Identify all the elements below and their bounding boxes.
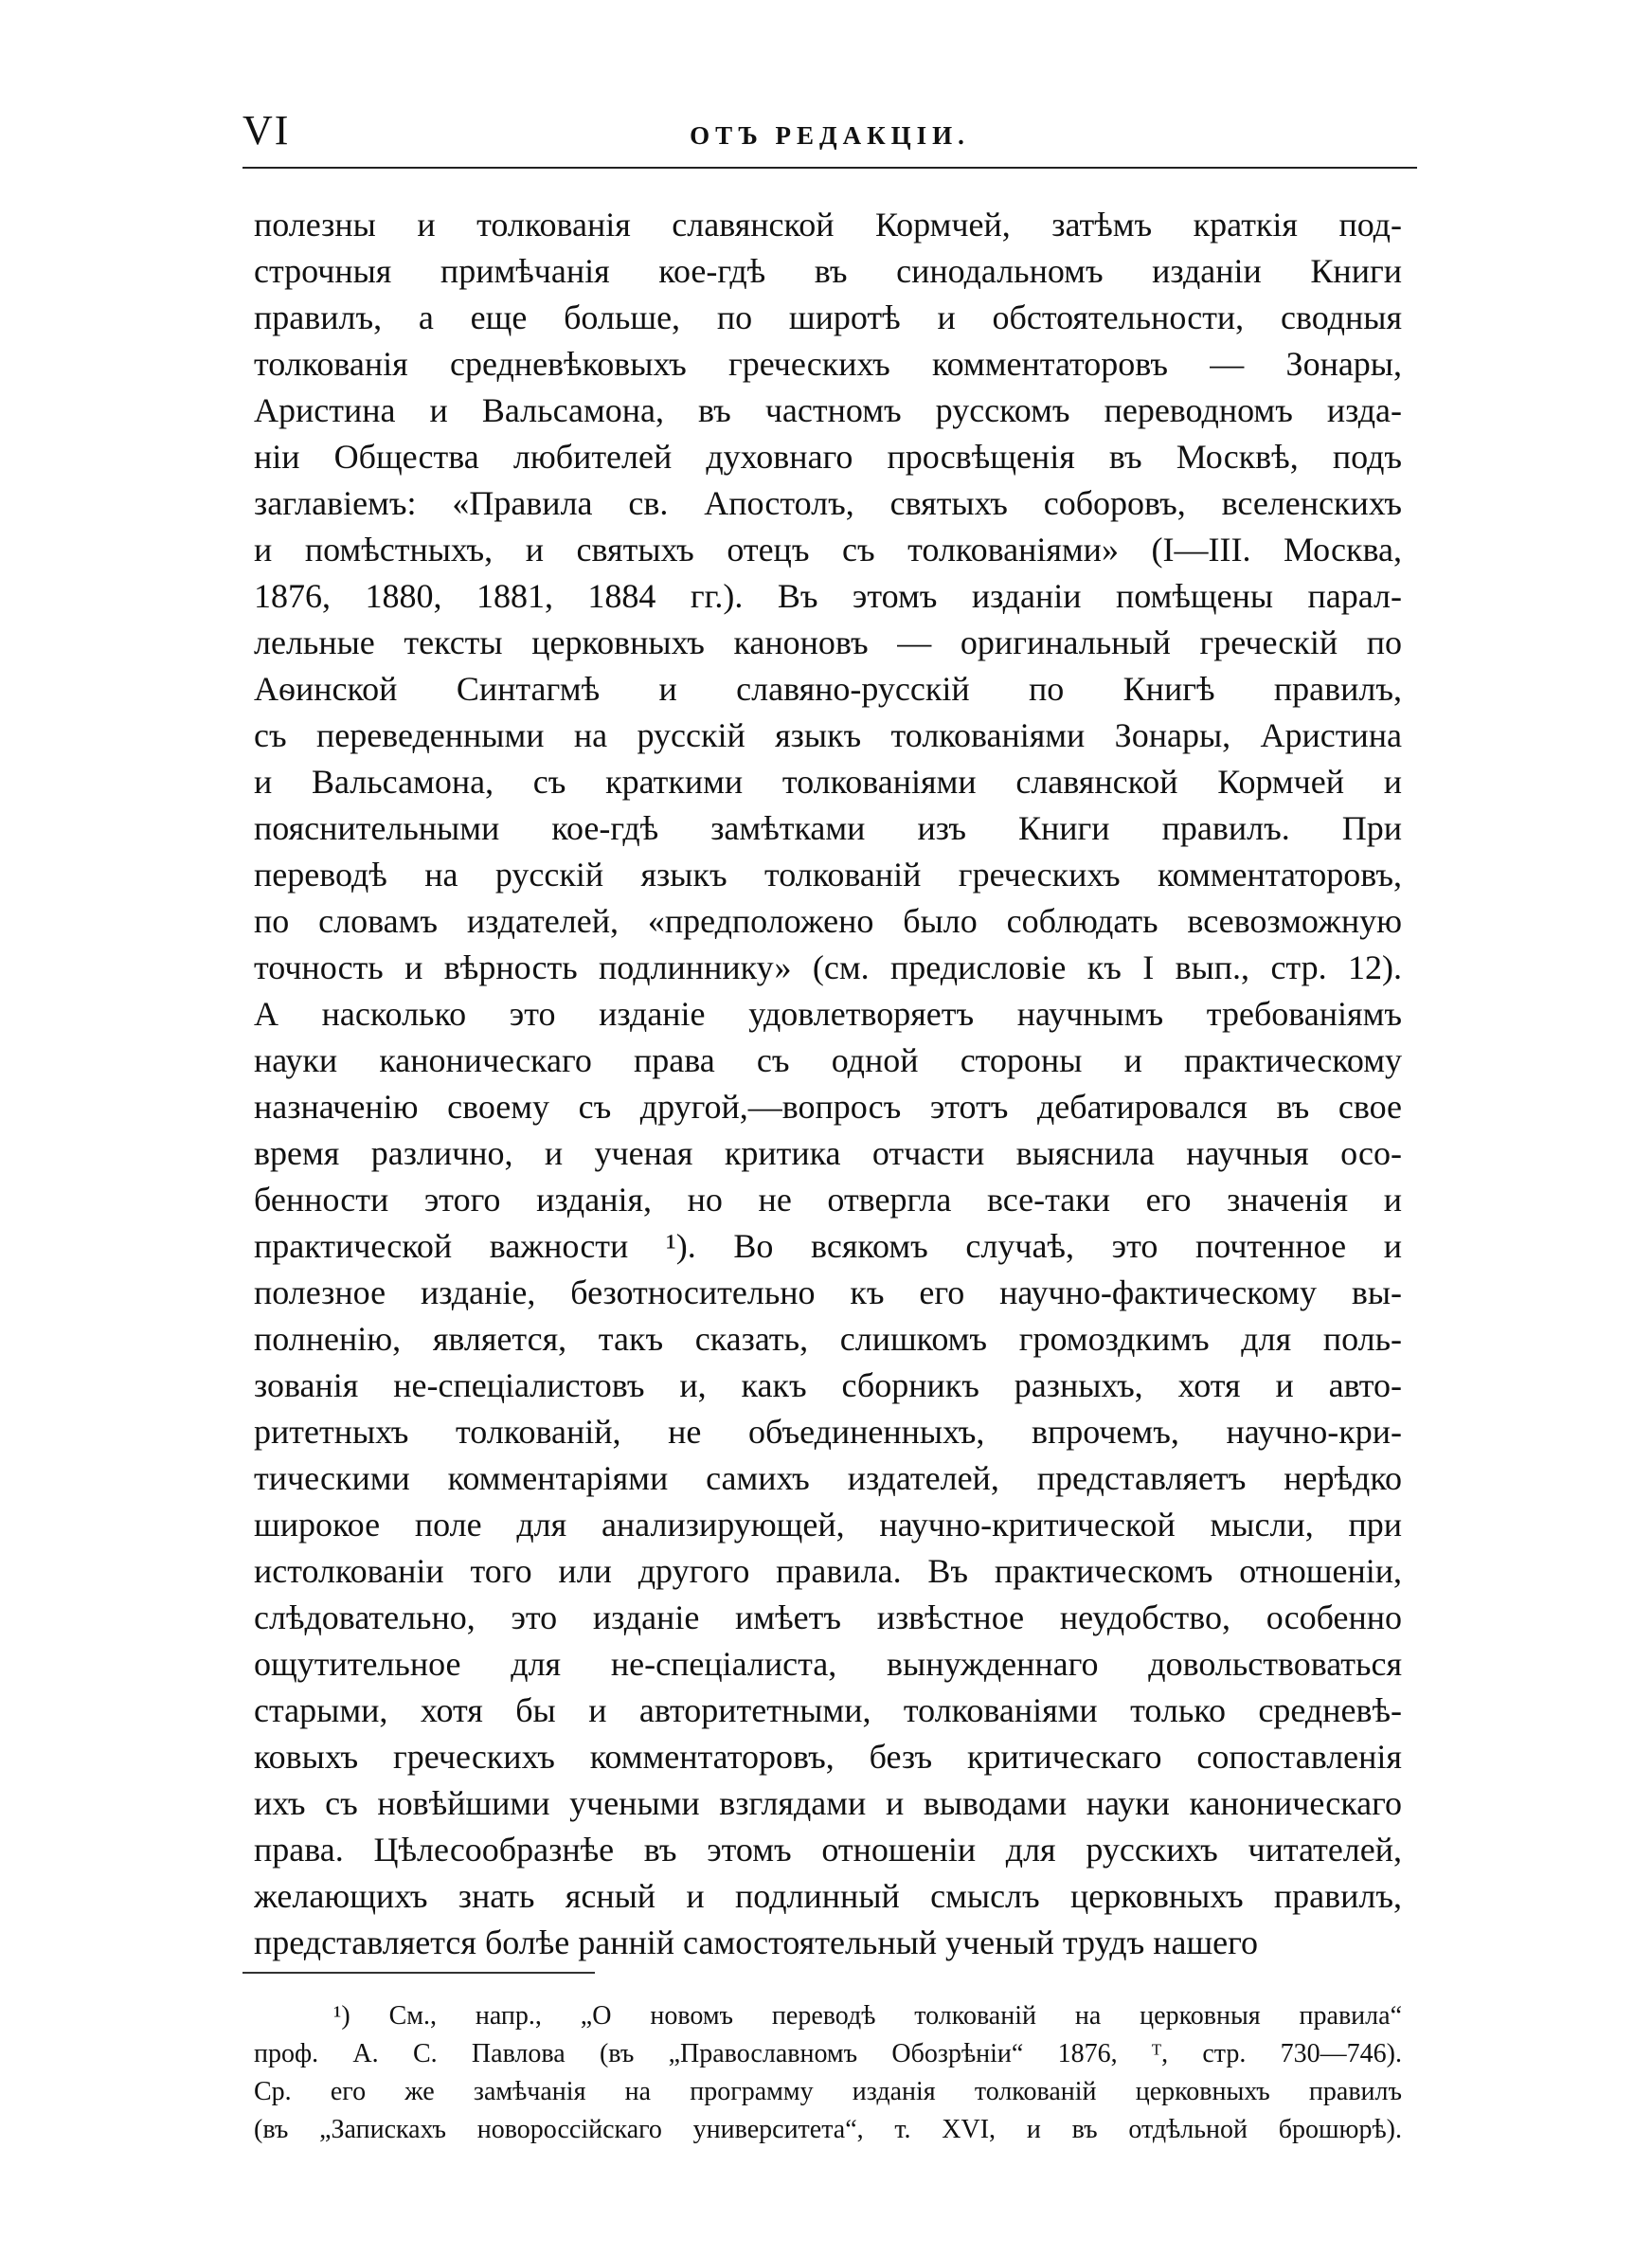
body-line: переводѣ на русскій языкъ толкованій греческихъ комментаторовъ, bbox=[254, 856, 1402, 894]
body-line: полезное изданіе, безотносительно къ его научно-фактическому вы- bbox=[254, 1273, 1402, 1311]
body-line: точность и вѣрность подлиннику» (см. предисловіе къ I вып., стр. 12). bbox=[254, 948, 1402, 986]
body-line: слѣдовательно, это изданіе имѣетъ извѣстное неудобство, особенно bbox=[254, 1598, 1402, 1636]
footnote-divider bbox=[242, 1972, 595, 1974]
body-line: ніи Общества любителей духовнаго просвѣщенія въ Москвѣ, подъ bbox=[254, 438, 1402, 476]
body-line: бенности этого изданія, но не отвергла все-таки его значенія и bbox=[254, 1181, 1402, 1219]
body-line: заглавіемъ: «Правила св. Апостолъ, святыхъ соборовъ, вселенскихъ bbox=[254, 484, 1402, 522]
body-line: полезны и толкованія славянской Кормчей, затѣмъ краткія под- bbox=[254, 206, 1402, 244]
body-line: широкое поле для анализирующей, научно-критической мысли, при bbox=[254, 1506, 1402, 1544]
body-line: пояснительными кое-гдѣ замѣтками изъ Книги правилъ. При bbox=[254, 809, 1402, 847]
body-line: строчныя примѣчанія кое-гдѣ въ синодальномъ изданіи Книги bbox=[254, 252, 1402, 290]
body-line: А насколько это изданіе удовлетворяетъ научнымъ требованіямъ bbox=[254, 995, 1402, 1033]
body-line: ихъ съ новѣйшими учеными взглядами и выводами науки каноническаго bbox=[254, 1784, 1402, 1822]
body-line: время различно, и ученая критика отчасти выяснила научныя осо- bbox=[254, 1134, 1402, 1172]
footnote-line: проф. А. С. Павлова (въ „Православномъ Обозрѣніи“ 1876, ᵀ, стр. 730—746). bbox=[254, 2039, 1402, 2068]
body-line: ощутительное для не-спеціалиста, вынужденнаго довольствоваться bbox=[254, 1645, 1402, 1683]
body-line: истолкованіи того или другого правила. Въ практическомъ отношеніи, bbox=[254, 1552, 1402, 1590]
page-number: VI bbox=[242, 107, 291, 153]
body-line: зованія не-спеціалистовъ и, какъ сборникъ разныхъ, хотя и авто- bbox=[254, 1366, 1402, 1404]
body-line: 1876, 1880, 1881, 1884 гг.). Въ этомъ изданіи помѣщены парал- bbox=[254, 577, 1402, 615]
body-line: толкованія средневѣковыхъ греческихъ комментаторовъ — Зонары, bbox=[254, 345, 1402, 383]
body-line: Аристина и Вальсамона, въ частномъ русскомъ переводномъ изда- bbox=[254, 391, 1402, 429]
body-text bbox=[254, 202, 1402, 1966]
body-line: съ переведенными на русскій языкъ толкованіями Зонары, Аристина bbox=[254, 716, 1402, 754]
body-line: полненію, является, такъ сказать, слишкомъ громоздкимъ для поль- bbox=[254, 1320, 1402, 1358]
footnote-line: (въ „Запискахъ новороссійскаго университета“, т. XVI, и въ отдѣльной брошюрѣ). bbox=[254, 2115, 1402, 2144]
body-line: и Вальсамона, съ краткими толкованіями славянской Кормчей и bbox=[254, 763, 1402, 801]
body-line: лельные тексты церковныхъ каноновъ — оригинальный греческій по bbox=[254, 623, 1402, 661]
header-divider bbox=[242, 167, 1417, 169]
body-line: науки каноническаго права съ одной стороны и практическому bbox=[254, 1041, 1402, 1079]
body-line: практической важности ¹). Во всякомъ случаѣ, это почтенное и bbox=[254, 1227, 1402, 1265]
body-line: Аѳинской Синтагмѣ и славяно-русскій по Книгѣ правилъ, bbox=[254, 670, 1402, 708]
body-line: ритетныхъ толкованій, не объединенныхъ, впрочемъ, научно-кри- bbox=[254, 1413, 1402, 1451]
body-line: тическими комментаріями самихъ издателей, представляетъ нерѣдко bbox=[254, 1459, 1402, 1497]
body-line: права. Цѣлесообразнѣе въ этомъ отношеніи для русскихъ читателей, bbox=[254, 1831, 1402, 1869]
body-line: правилъ, а еще больше, по широтѣ и обстоятельности, сводныя bbox=[254, 298, 1402, 336]
footnotes bbox=[254, 1997, 1402, 2149]
footnote-line: Ср. его же замѣчанія на программу изданія толкованій церковныхъ правилъ bbox=[254, 2077, 1402, 2106]
body-line: ковыхъ греческихъ комментаторовъ, безъ критическаго сопоставленія bbox=[254, 1738, 1402, 1776]
body-line: желающихъ знать ясный и подлинный смыслъ церковныхъ правилъ, bbox=[254, 1877, 1402, 1915]
body-line: по словамъ издателей, «предположено было соблюдать всевозможную bbox=[254, 902, 1402, 940]
footnote-line: ¹) См., напр., „О новомъ переводѣ толкованій на церковныя правила“ bbox=[333, 2001, 1402, 2031]
body-line: и помѣстныхъ, и святыхъ отецъ съ толкованіями» (I—III. Москва, bbox=[254, 531, 1402, 569]
page-header bbox=[242, 106, 1417, 163]
running-title: ОТЪ РЕДАКЦIИ. bbox=[690, 121, 970, 150]
body-line: старыми, хотя бы и авторитетными, толкованіями только средневѣ- bbox=[254, 1691, 1402, 1729]
body-line: представляется болѣе ранній самостоятельный ученый трудъ нашего bbox=[254, 1923, 1259, 1961]
body-line: назначенію своему съ другой,—вопросъ этотъ дебатировался въ свое bbox=[254, 1088, 1402, 1126]
